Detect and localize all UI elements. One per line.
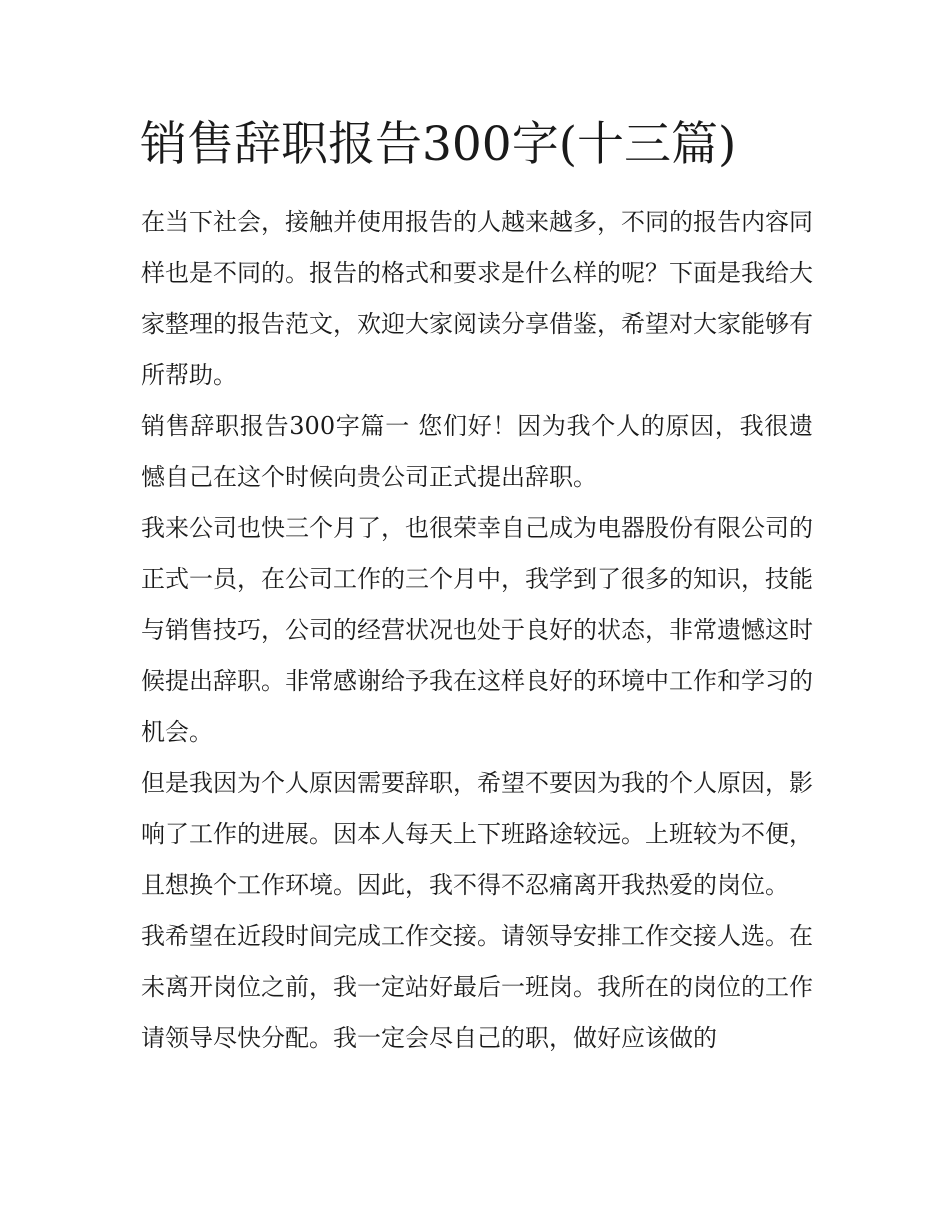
paragraph-2: 我来公司也快三个月了，也很荣幸自己成为电器股份有限公司的正式一员，在公司工作的三个月中，我学到了很多的知识，技能与销售技巧，公司的经营状况也处于良好的状态，非常遗憾这时候提出辞职。非常感谢给予我在这样良好的环境中工作和学习的机会。 <box>141 514 813 746</box>
document-body <box>141 197 813 1064</box>
paragraph-3: 但是我因为个人原因需要辞职，希望不要因为我的个人原因，影响了工作的进展。因本人每天上下班路途较远。上班较为不便，且想换个工作环境。因此，我不得不忍痛离开我热爱的岗位。 <box>141 769 813 899</box>
paragraph-4: 我希望在近段时间完成工作交接。请领导安排工作交接人选。在未离开岗位之前，我一定站好最后一班岗。我所在的岗位的工作请领导尽快分配。我一定会尽自己的职，做好应该做的 <box>141 922 813 1052</box>
paragraph-intro: 在当下社会，接触并使用报告的人越来越多，不同的报告内容同样也是不同的。报告的格式和要求是什么样的呢？下面是我给大家整理的报告范文，欢迎大家阅读分享借鉴，希望对大家能够有所帮助。 <box>141 208 813 389</box>
paragraph-1: 销售辞职报告300字篇一 您们好！因为我个人的原因，我很遗憾自己在这个时候向贵公司正式提出辞职。 <box>141 412 813 491</box>
document-title: 销售辞职报告300字(十三篇) <box>140 117 737 172</box>
